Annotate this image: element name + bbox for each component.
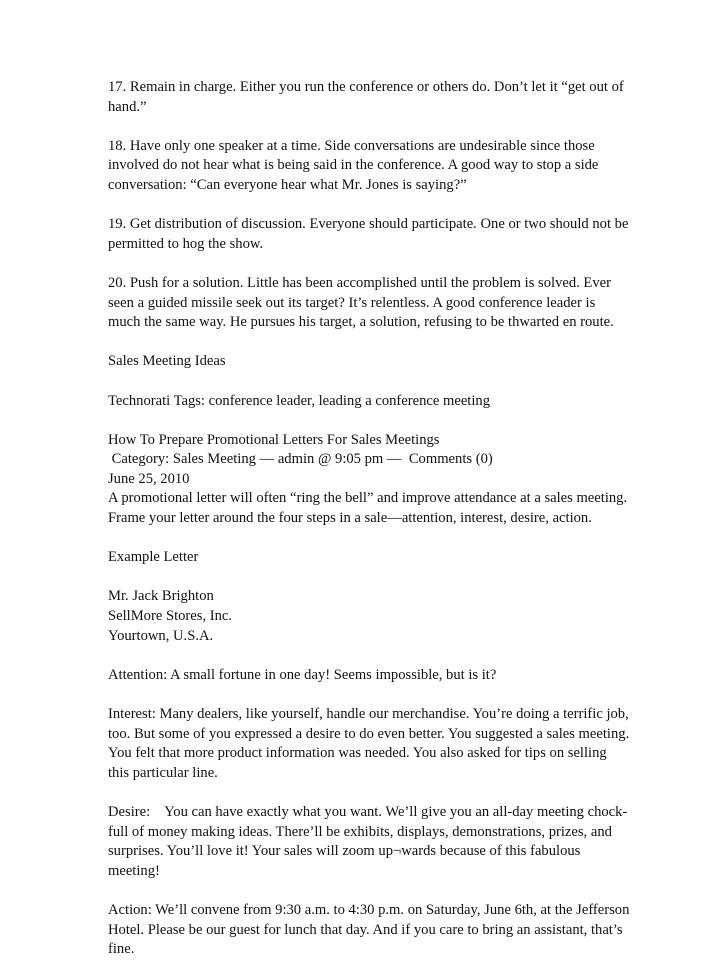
text-line: Hotel. Please be our guest for lunch that day. And if you care to bring an assistant, that’s bbox=[108, 921, 623, 938]
text-line: this particular line. bbox=[108, 764, 218, 781]
text-line: much the same way. He pursues his target, a solution, refusing to be thwarted en route. bbox=[108, 314, 614, 331]
desire-paragraph bbox=[108, 803, 648, 881]
interest-paragraph bbox=[108, 705, 648, 783]
text-line: meeting! bbox=[108, 862, 160, 879]
text-line: Example Letter bbox=[108, 549, 199, 566]
post-title: How To Prepare Promotional Letters For Sales Meetings bbox=[108, 431, 440, 448]
text-line: Interest: Many dealers, like yourself, handle our merchandise. You’re doing a terrific job, bbox=[108, 706, 629, 722]
paragraph-20 bbox=[108, 274, 648, 333]
text-line: permitted to hog the show. bbox=[108, 235, 264, 252]
text-line: fine. bbox=[108, 941, 135, 958]
text-line: You felt that more product information was needed. You also asked for tips on selling bbox=[108, 745, 607, 762]
example-letter-heading bbox=[108, 548, 648, 568]
text-line: involved do not hear what is being said in the conference. A good way to stop a side bbox=[108, 157, 599, 174]
attention-paragraph bbox=[108, 666, 648, 686]
text-line: seen a guided missile seek out its target? It’s relentless. A good conference leader is bbox=[108, 294, 596, 311]
sales-meeting-ideas bbox=[108, 352, 648, 372]
text-line: full of money making ideas. There’ll be exhibits, displays, demonstrations, prizes, and bbox=[108, 823, 612, 840]
text-line: surprises. You’ll love it! Your sales will zoom up¬wards because of this fabulous bbox=[108, 843, 581, 860]
text-line: too. But some of you expressed a desire to do even better. You suggested a sales meeting. bbox=[108, 725, 630, 742]
text-line: conversation: “Can everyone hear what Mr. Jones is saying?” bbox=[108, 176, 467, 193]
paragraph-19 bbox=[108, 215, 648, 254]
text-line: Sales Meeting Ideas bbox=[108, 353, 226, 370]
text-line: Frame your letter around the four steps in a sale—attention, interest, desire, action. bbox=[108, 510, 592, 527]
text-line: Action: We’ll convene from 9:30 a.m. to 4:30 p.m. on Saturday, June 6th, at the Jefferson bbox=[108, 901, 630, 918]
text-line: Desire: You can have exactly what you want. We’ll give you an all-day meeting chock- bbox=[108, 803, 628, 820]
paragraph-17 bbox=[108, 78, 648, 117]
text-line: Technorati Tags: conference leader, leading a conference meeting bbox=[108, 392, 491, 409]
text-line: Attention: A small fortune in one day! Seems impossible, but is it? bbox=[108, 666, 497, 683]
address-line: SellMore Stores, Inc. bbox=[108, 608, 233, 625]
text-line: 19. Get distribution of discussion. Everyone should participate. One or two should not be bbox=[108, 216, 629, 233]
text-line: 17. Remain in charge. Either you run the conference or others do. Don’t let it “get out of bbox=[108, 79, 624, 95]
text-line: hand.” bbox=[108, 98, 147, 115]
action-paragraph bbox=[108, 901, 648, 960]
text-line: A promotional letter will often “ring the bell” and improve attendance at a sales meeting. bbox=[108, 490, 628, 507]
blog-post bbox=[108, 431, 648, 529]
paragraph-18 bbox=[108, 137, 648, 196]
address-line: Mr. Jack Brighton bbox=[108, 588, 214, 605]
post-date: June 25, 2010 bbox=[108, 470, 190, 487]
text-line: 20. Push for a solution. Little has been accomplished until the problem is solved. Ever bbox=[108, 274, 611, 291]
technorati-tags bbox=[108, 392, 648, 412]
address-line: Yourtown, U.S.A. bbox=[108, 627, 214, 644]
text-line: 18. Have only one speaker at a time. Side conversations are undesirable since those bbox=[108, 137, 595, 154]
address-block bbox=[108, 587, 648, 646]
post-meta: Category: Sales Meeting — admin @ 9:05 pm — Comments (0) bbox=[108, 451, 493, 468]
